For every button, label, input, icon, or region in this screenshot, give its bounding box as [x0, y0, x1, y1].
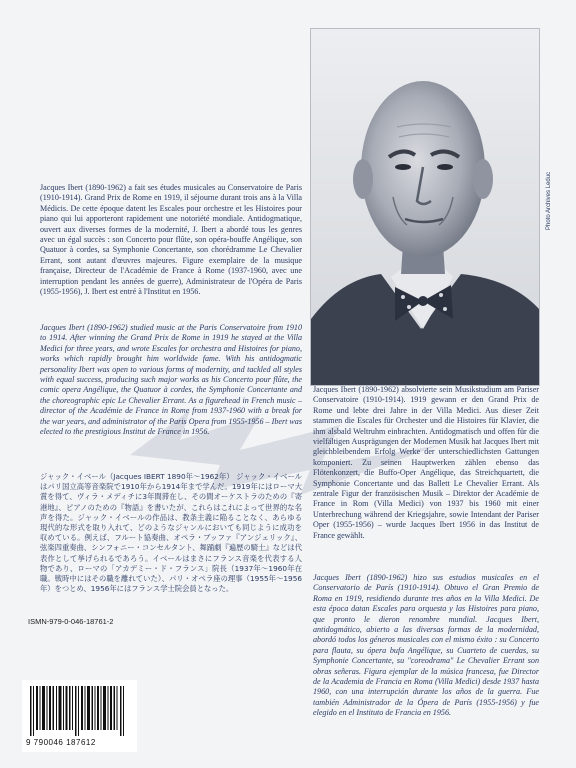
barcode-bars	[30, 686, 130, 736]
ismn-number: ISMN-979-0-046-18761-2	[28, 617, 114, 626]
portrait-photo	[310, 28, 540, 386]
biography-german: Jacques Ibert (1890-1962) absolvierte sein Musikstudium am Pariser Conservatoire (1910-1914). 1919 gewann er den Grand Prix de Rome und lebte drei Jahre in der Villa Medici. Aus dieser Zeit stammen die Escales für Orchester und die Histoires für Klavier, die ihm alsbald Weltruhm einbrachten. Antidogmatisch und offen für die vielfältigen Ausprägungen der Modernen Musik hat Jacques Ibert mit gleichbleibendem Erfolg Werke der unterschiedlichsten Gattungen komponiert. Zu seinen Hauptwerken zählen ebenso das Flötenkonzert, die Buffo-Oper Angélique, das Streichquartett, die Symphonie Concertante und das Ballett Le Chevalier Errant. Als zentrale Figur der französischen Musik – Direktor der Académie de France in Rom (Villa Medici) von 1937 bis 1960 mit einer Unterbrechung während der Kriegsjahre, sowie Intendant der Pariser Oper (1955-1956) – wurde Jacques Ibert 1956 in das Institut de France gewählt.	[313, 385, 539, 540]
biography-spanish: Jacques Ibert (1890-1962) hizo sus estudios musicales en el Conservatorio de París (1910-1914). Obtuvo el Gran Premio de Roma en 1919, residiendo durante tres años en la Villa Medici. De esta época datan Escales para orquesta y las Histoires para piano, que pronto le dieron renombre mundial. Jacques Ibert, antidogmático, abierto a las diversas formas de la modernidad, abordó todos los géneros musicales con el mismo éxito : su Concerto para flauta, su ópera bufa Angélique, su Cuarteto de cuerdas, su Symphonie Concertante, su "coreodrama" Le Chevalier Errant son obras señeras. Figura ejemplar de la música francesa, fue Director de la Academia de Francia en Roma (Villa Medici) desde 1937 hasta 1960, con una interrupción durante los años de la guerra. Fue también Administrador de la Ópera de París (1955-1956) y fue elegido en el Instituto de Francia en 1956.	[313, 573, 539, 718]
barcode	[22, 680, 137, 752]
biography-french: Jacques Ibert (1890-1962) a fait ses études musicales au Conservatoire de Paris (1910-1914). Grand Prix de Rome en 1919, il séjourne durant trois ans à la Villa Médicis. De cette époque datent les Escales pour orchestre et les Histoires pour piano qui lui apporteront rapidement une notoriété mondiale. Antidogmatique, ouvert aux diverses formes de la modernité, J. Ibert a abordé tous les genres avec un égal succès : son Concerto pour flûte, son opéra-bouffe Angélique, son Quatuor à cordes, sa Symphonie Concertante, son chorédramme Le Chevalier Errant, sont autant d'œuvres majeures. Figure exemplaire de la musique française, Directeur de l'Académie de France à Rome (1937-1960, avec une interruption pendant les années de guerre), Administrateur de l'Opéra de Paris (1955-1956), J. Ibert est entré à l'Institut en 1956.	[40, 183, 302, 297]
biography-japanese: ジャック・イベール（Jacques IBERT 1890年～1962年） ジャック・イベールはパリ国立高等音楽院で1910年から1914年まで学んだ。1919年にはローマ大賞を得て、ヴィラ・メディチに3年間滞在し、その間オーケストラのための『寄港地』、ピアノのための『物語』を書いたが、これらはこれによって世界的な名声を得た。ジャック・イベールの作品は、教条主義に陥ることなく、あらゆる現代的な形式を取り入れて、どのようなジャンルにおいても同じように成功を収めている。例えば、フルート協奏曲、オペラ・ブッファ『アンジェリック』、弦楽四重奏曲、シンフォニー・コンセルタント、舞踊劇『遍歴の騎士』などは代表作として挙げられるであろう。イベールはまさにフランス音楽を代表する人物であり、ローマの「アカデミー・ド・フランス」院長（1937年～1960年在職。戦時中にはその職を離れていた）、パリ・オペラ座の理事（1955年～1956年）をつとめ、1956年にはフランス学士院会員となった。	[40, 472, 302, 594]
photo-credit: Photo Archives Leduc	[546, 171, 552, 230]
barcode-digits: 9 790046 187612	[26, 738, 96, 747]
biography-english: Jacques Ibert (1890-1962) studied music at the Paris Conservatoire from 1910 to 1914. After winning the Grand Prix de Rome in 1919 he stayed at the Villa Medici for three years, and wrote Escales for orchestra and Histoires for piano, works which rapidly brought him worldwide fame. With his antidogmatic personality Ibert was open to various forms of modernity, and tackled all styles with equal success, producing such major works as his Concerto pour flûte, the comic opera Angélique, the Quatuor à cordes, the Symphonie Concertante and the choreographic epic Le Chevalier Errant. As a figurehead in French music – director of the Académie de France in Rome from 1937-1960 with a break for the war years, and administrator of the Paris Opera from 1955-1956 – Ibert was elected to the prestigious Institut de France in 1956.	[40, 323, 302, 437]
portrait-illustration	[311, 29, 539, 385]
